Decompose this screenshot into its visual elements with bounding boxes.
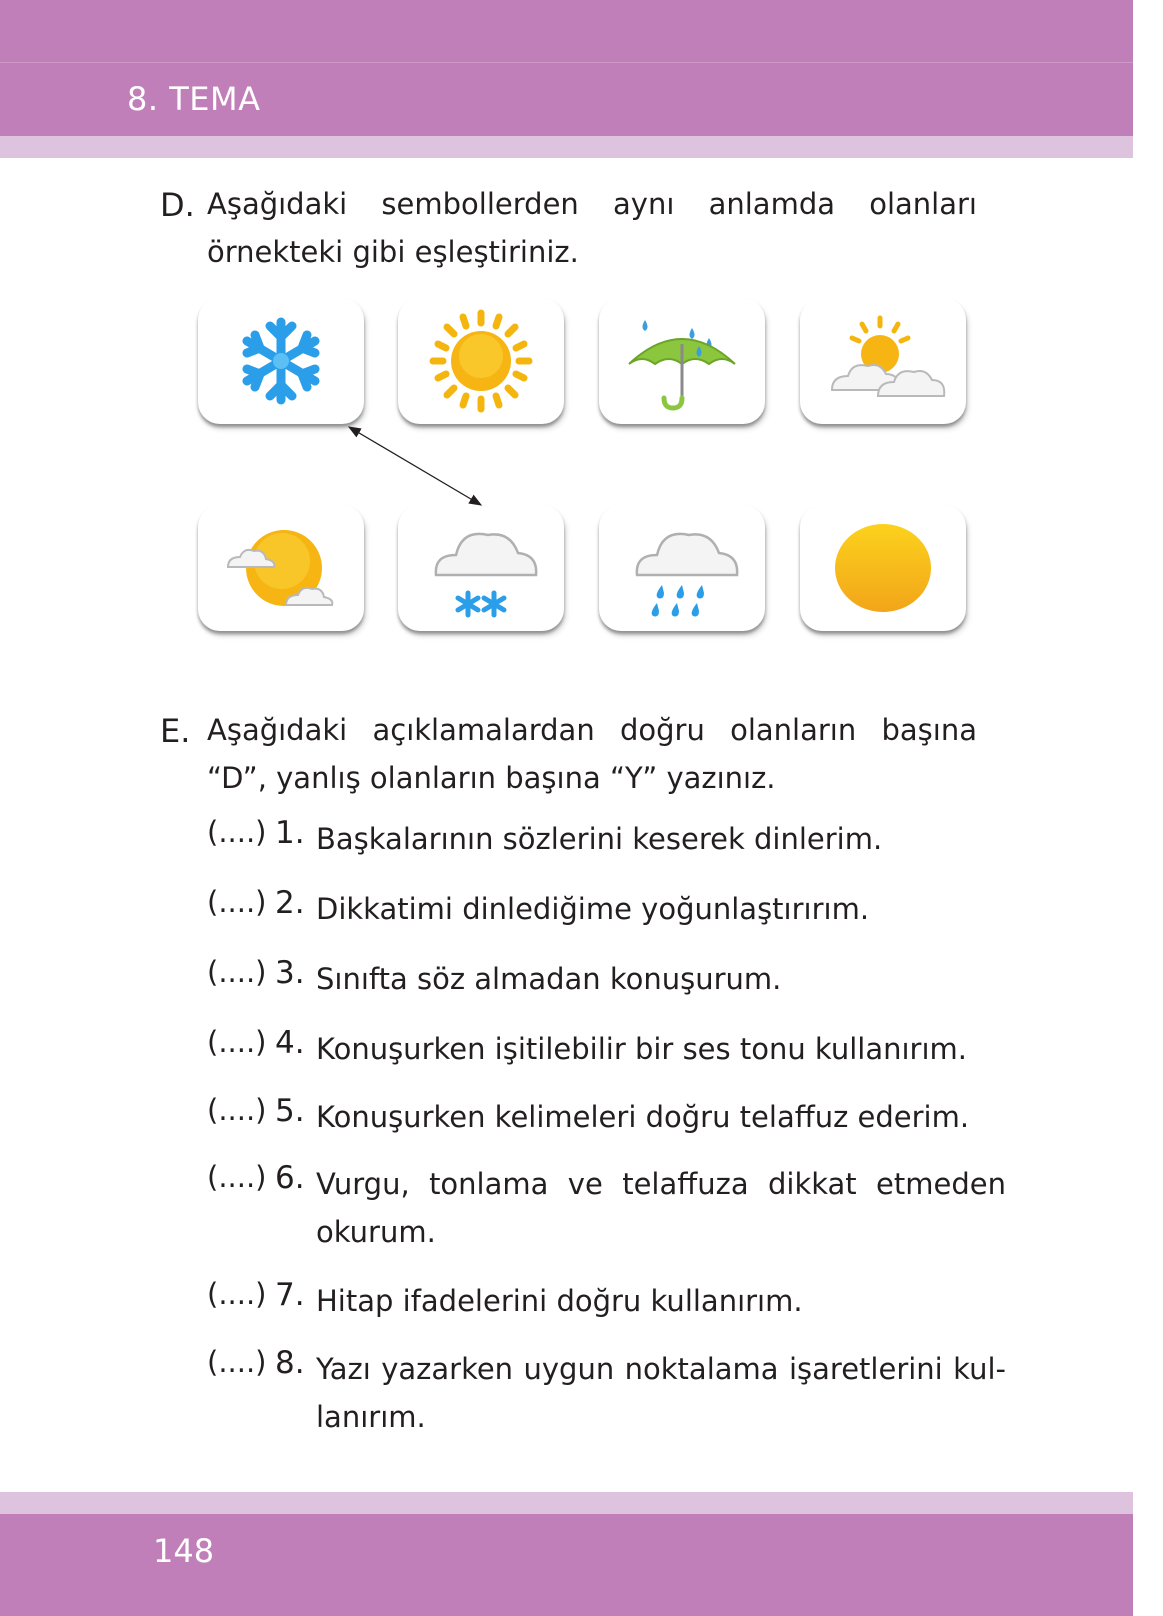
statement-number: 6. (275, 1160, 305, 1196)
statement-number: 3. (275, 955, 305, 991)
statement-number: 8. (275, 1345, 305, 1381)
statement-text: Dikkatimi dinlediğime yoğunlaştırırım. (316, 892, 870, 926)
section-e-letter: E. (160, 712, 191, 750)
statement-number: 2. (275, 885, 305, 921)
section-e-instruction: Aşağıdaki açıklamalardan doğru olanların başına “D”, yanlış olanların başına “Y” yazınız. (207, 713, 977, 795)
page-number: 148 (153, 1532, 215, 1570)
statement-number: 5. (275, 1093, 305, 1129)
answer-blank[interactable]: (....) (207, 1277, 267, 1311)
statement-number: 7. (275, 1277, 305, 1313)
section-d-instruction: Aşağıdaki sembollerden aynı anlamda olanları örnekteki gibi eşleştiriniz. (207, 187, 977, 269)
answer-blank[interactable]: (....) (207, 1160, 267, 1194)
answer-blank[interactable]: (....) (207, 1093, 267, 1127)
theme-title: 8. TEMA (127, 80, 261, 118)
answer-blank[interactable]: (....) (207, 815, 267, 849)
answer-blank[interactable]: (....) (207, 885, 267, 919)
answer-blank[interactable]: (....) (207, 1025, 267, 1059)
statement-number: 1. (275, 815, 305, 851)
statement-number: 4. (275, 1025, 305, 1061)
answer-blank[interactable]: (....) (207, 955, 267, 989)
statement-text: Vurgu, tonlama ve telaffuza dikkat etmeden okurum. (316, 1167, 1006, 1249)
answer-blank[interactable]: (....) (207, 1345, 267, 1379)
statement-text: Konuşurken kelimeleri doğru telaffuz ederim. (316, 1100, 970, 1134)
footer-band-stripe (0, 1492, 1133, 1514)
statement-text: Hitap ifadelerini doğru kullanırım. (316, 1284, 803, 1318)
example-match-arrow (0, 0, 1163, 700)
section-d-letter: D. (160, 186, 195, 224)
statement-text: Konuşurken işitilebilir bir ses tonu kullanırım. (316, 1032, 967, 1066)
statement-text: Başkalarının sözlerini keserek dinlerim. (316, 822, 883, 856)
statement-text: Yazı yazarken uygun noktalama işaretlerini kul-lanırım. (316, 1352, 1006, 1434)
statement-text: Sınıfta söz almadan konuşurum. (316, 962, 782, 996)
